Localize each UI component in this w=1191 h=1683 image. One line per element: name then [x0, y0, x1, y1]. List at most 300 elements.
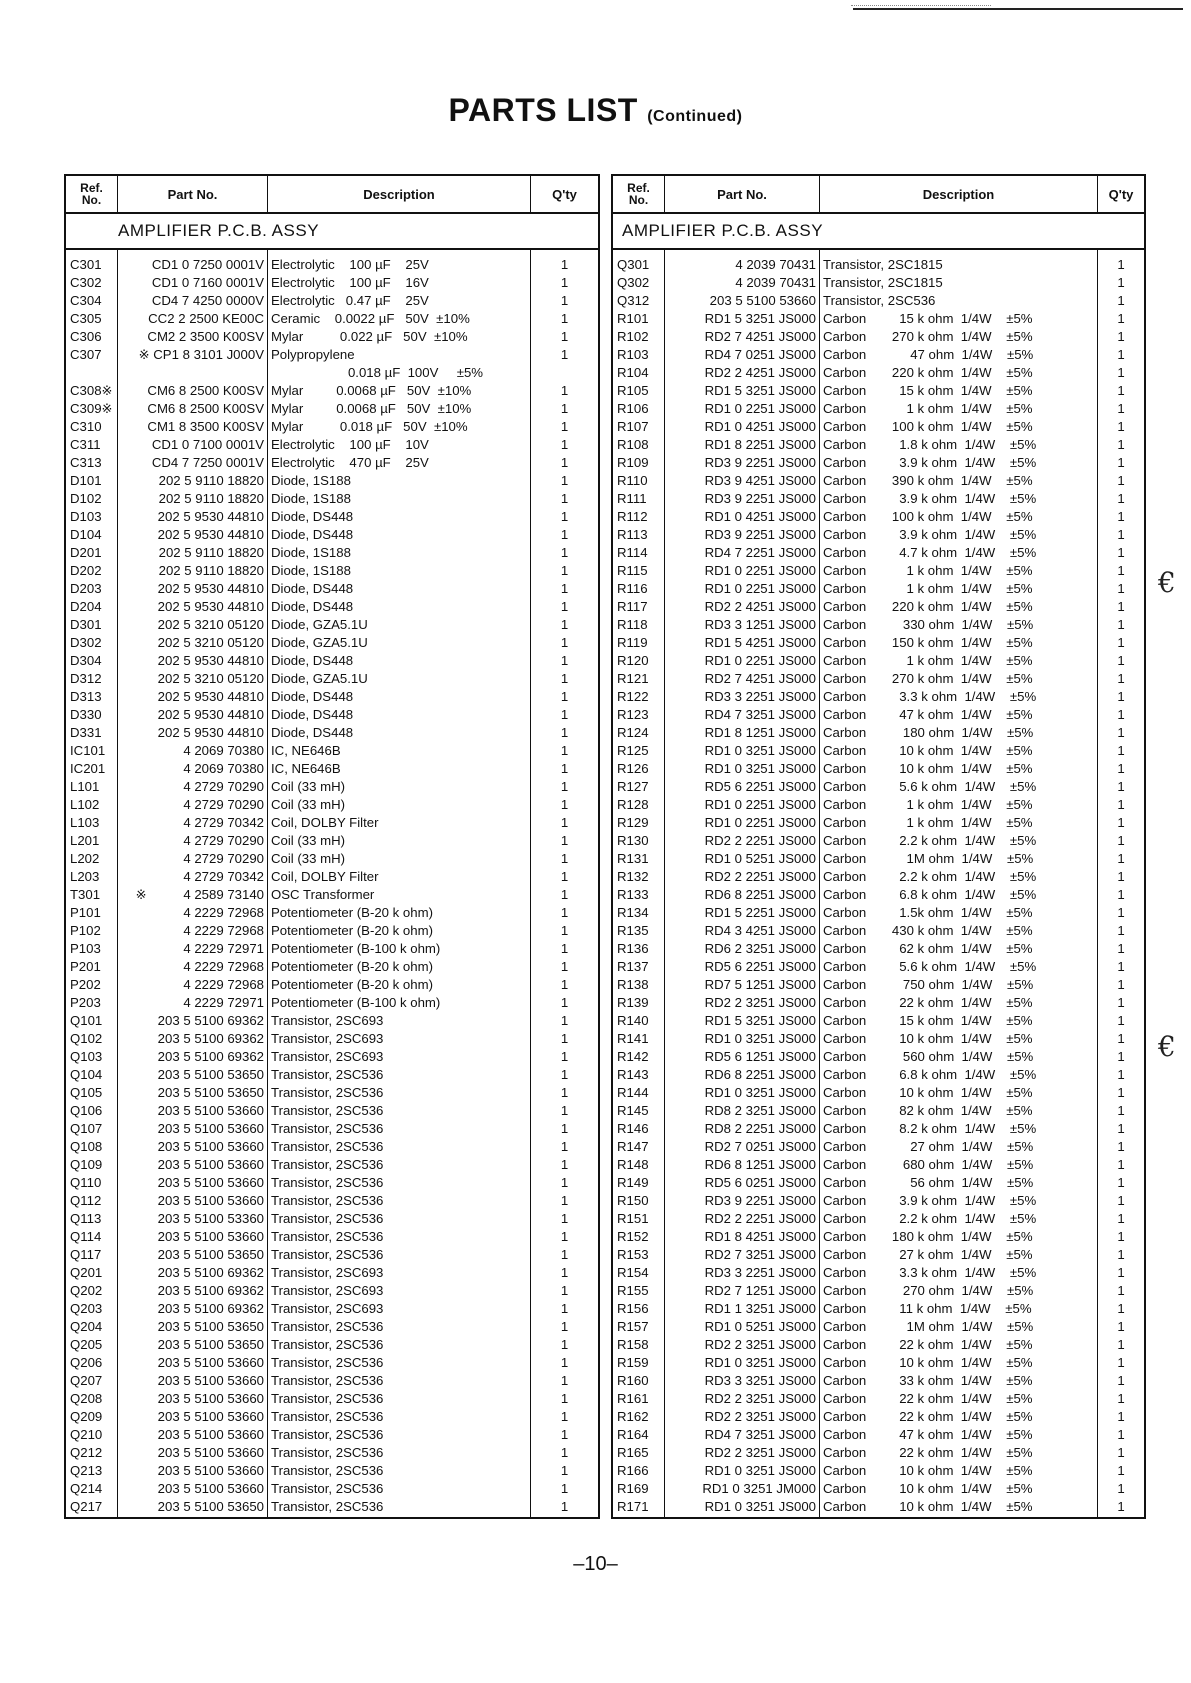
description-cell: Transistor, 2SC536 [271, 1211, 384, 1226]
ref-cell: D204 [70, 599, 102, 614]
ref-cell: C302 [70, 275, 102, 290]
description-cell: IC, NE646B [271, 761, 341, 776]
qty-cell: 1 [560, 941, 569, 956]
part-number-cell: 203 5 5100 53660 [157, 1481, 264, 1496]
description-cell: Carbon 220 k ohm 1/4W ±5% [823, 365, 1033, 380]
part-number-cell: RD2 2 3251 JS000 [704, 995, 816, 1010]
part-number-cell: 4 2069 70380 [183, 761, 264, 776]
ref-cell: R158 [617, 1337, 649, 1352]
qty-cell: 1 [560, 1409, 569, 1424]
qty-cell: 1 [1117, 923, 1125, 938]
ref-cell: L102 [70, 797, 100, 812]
qty-cell: 1 [1117, 635, 1125, 650]
description-cell: Potentiometer (B-100 k ohm) [271, 941, 441, 956]
ref-cell: R146 [617, 1121, 649, 1136]
part-number-cell: 203 5 5100 53660 [157, 1229, 264, 1244]
ref-cell: L203 [70, 869, 100, 884]
ref-cell: P202 [70, 977, 101, 992]
description-cell: Diode, DS448 [271, 527, 354, 542]
description-cell: Diode, DS448 [271, 599, 354, 614]
qty-cell: 1 [1117, 293, 1125, 308]
ref-cell: R105 [617, 383, 649, 398]
description-cell: Carbon 62 k ohm 1/4W ±5% [823, 941, 1033, 956]
description-cell: Mylar 0.0068 µF 50V ±10% [271, 383, 472, 398]
part-number-cell: RD5 6 2251 JS000 [704, 779, 816, 794]
description-cell: Carbon 10 k ohm 1/4W ±5% [823, 1031, 1033, 1046]
part-number-cell: 202 5 9530 44810 [157, 689, 264, 704]
header-description: Description [820, 176, 1098, 212]
qty-cell: 1 [560, 563, 569, 578]
description-cell: Ceramic 0.0022 µF 50V ±10% [271, 311, 470, 326]
ref-cell: R142 [617, 1049, 649, 1064]
description-cell: Transistor, 2SC536 [271, 1247, 384, 1262]
qty-cell: 1 [1117, 1031, 1125, 1046]
description-cell: Diode, 1S188 [271, 563, 351, 578]
qty-cell: 1 [1117, 347, 1125, 362]
part-number-cell: RD1 8 2251 JS000 [704, 437, 816, 452]
header-part-no: Part No. [118, 176, 268, 212]
part-number-cell: 203 5 5100 53650 [157, 1337, 264, 1352]
description-cell: Carbon 100 k ohm 1/4W ±5% [823, 419, 1033, 434]
part-number-cell: RD2 2 4251 JS000 [704, 599, 816, 614]
description-cell: Carbon 1.5k ohm 1/4W ±5% [823, 905, 1033, 920]
part-number-cell: RD4 7 0251 JS000 [704, 347, 816, 362]
qty-cell: 1 [560, 1103, 569, 1118]
qty-cell: 1 [1117, 257, 1125, 272]
part-number-cell: RD1 0 2251 JS000 [704, 797, 816, 812]
qty-cell: 1 [560, 1499, 569, 1514]
part-number-cell: RD1 5 3251 JS000 [704, 1013, 816, 1028]
part-number-cell: 203 5 5100 69362 [157, 1301, 264, 1316]
qty-cell: 1 [1117, 1463, 1125, 1478]
part-number-cell: CM1 8 3500 K00SV [147, 419, 264, 434]
qty-cell: 1 [560, 1445, 569, 1460]
description-cell: Transistor, 2SC536 [271, 1445, 384, 1460]
description-cell: Transistor, 2SC536 [271, 1409, 384, 1424]
ref-cell: R122 [617, 689, 649, 704]
part-number-cell: RD1 0 3251 JS000 [704, 1463, 816, 1478]
description-cell: Diode, GZA5.1U [271, 671, 368, 686]
ref-cell: R116 [617, 581, 648, 596]
description-cell: Diode, DS448 [271, 725, 354, 740]
ref-cell: R145 [617, 1103, 649, 1118]
description-column [820, 250, 1098, 1519]
part-number-cell: 4 2229 72971 [183, 995, 264, 1010]
qty-cell: 1 [560, 635, 569, 650]
qty-cell: 1 [560, 1139, 569, 1154]
ref-cell: R162 [617, 1409, 649, 1424]
qty-cell: 1 [1117, 977, 1125, 992]
qty-cell: 1 [560, 257, 569, 272]
part-number-cell: RD2 2 3251 JS000 [704, 1445, 816, 1460]
ref-cell: D201 [70, 545, 102, 560]
description-cell: Carbon 8.2 k ohm 1/4W ±5% [823, 1121, 1037, 1136]
ref-cell: L201 [70, 833, 100, 848]
description-cell: 0.018 µF 100V ±5% [271, 365, 484, 380]
description-cell: Transistor, 2SC536 [271, 1085, 384, 1100]
description-cell: Carbon 100 k ohm 1/4W ±5% [823, 509, 1033, 524]
ref-cell: T301 [70, 887, 101, 902]
ref-cell: R138 [617, 977, 649, 992]
qty-cell: 1 [560, 815, 569, 830]
qty-cell: 1 [560, 761, 569, 776]
title-subtitle: (Continued) [647, 108, 743, 125]
ref-cell: R153 [617, 1247, 649, 1262]
qty-cell: 1 [560, 1391, 569, 1406]
header-ref-line1: Ref. [627, 181, 650, 195]
qty-cell: 1 [1117, 797, 1125, 812]
part-number-cell: 203 5 5100 53660 [157, 1157, 264, 1172]
part-number-cell: RD2 2 4251 JS000 [704, 365, 816, 380]
qty-cell: 1 [560, 581, 569, 596]
description-cell: Carbon 150 k ohm 1/4W ±5% [823, 635, 1033, 650]
part-number-cell: RD3 3 1251 JS000 [704, 617, 816, 632]
part-number-cell: RD2 2 2251 JS000 [704, 1211, 816, 1226]
qty-cell: 1 [560, 1319, 569, 1334]
qty-cell: 1 [1117, 1247, 1125, 1262]
description-cell: Carbon 15 k ohm 1/4W ±5% [823, 383, 1033, 398]
description-cell: Carbon 270 k ohm 1/4W ±5% [823, 329, 1033, 344]
ref-cell: Q209 [70, 1409, 103, 1424]
ref-cell: R109 [617, 455, 649, 470]
qty-cell: 1 [560, 347, 569, 362]
ref-cell: R114 [617, 545, 648, 560]
qty-cell: 1 [1117, 383, 1125, 398]
qty-cell: 1 [1117, 455, 1125, 470]
description-cell: Carbon 10 k ohm 1/4W ±5% [823, 1481, 1033, 1496]
description-cell: Carbon 1 k ohm 1/4W ±5% [823, 797, 1033, 812]
description-cell: Transistor, 2SC536 [271, 1319, 384, 1334]
ref-cell: R121 [617, 671, 649, 686]
ref-cell: R119 [617, 635, 648, 650]
part-number-cell: 202 5 9110 18820 [158, 545, 264, 560]
qty-cell: 1 [560, 1283, 569, 1298]
ref-column [66, 250, 118, 1519]
description-cell: Carbon 22 k ohm 1/4W ±5% [823, 1337, 1033, 1352]
part-number-cell: 203 5 5100 53650 [157, 1499, 264, 1514]
qty-cell: 1 [560, 545, 569, 560]
page-number: –10– [573, 1553, 618, 1575]
ref-cell: Q114 [70, 1229, 102, 1244]
description-cell: Transistor, 2SC536 [271, 1175, 384, 1190]
qty-cell: 1 [560, 671, 569, 686]
description-cell: Electrolytic 100 µF 10V [271, 437, 429, 452]
qty-cell: 1 [1117, 815, 1125, 830]
part-number-cell: 4 2229 72968 [183, 977, 264, 992]
part-number-cell: RD2 2 3251 JS000 [704, 1409, 816, 1424]
part-number-cell: 203 5 5100 69362 [157, 1265, 264, 1280]
part-number-cell: RD4 7 3251 JS000 [704, 1427, 816, 1442]
description-cell: Carbon 1 k ohm 1/4W ±5% [823, 581, 1033, 596]
page-title [0, 92, 1191, 129]
ref-cell: R166 [617, 1463, 649, 1478]
description-cell: Carbon 2.2 k ohm 1/4W ±5% [823, 1211, 1037, 1226]
section-title: AMPLIFIER P.C.B. ASSY [613, 214, 1144, 250]
description-cell: Carbon 27 ohm 1/4W ±5% [823, 1139, 1034, 1154]
ref-cell: R144 [617, 1085, 649, 1100]
description-cell: Carbon 11 k ohm 1/4W ±5% [823, 1301, 1032, 1316]
description-cell: Electrolytic 100 µF 25V [271, 257, 429, 272]
qty-cell: 1 [560, 275, 569, 290]
description-cell: Coil, DOLBY Filter [271, 869, 379, 884]
description-cell: Carbon 1 k ohm 1/4W ±5% [823, 653, 1033, 668]
ref-cell: Q302 [617, 275, 650, 290]
qty-cell: 1 [1117, 509, 1125, 524]
description-cell: Carbon 270 k ohm 1/4W ±5% [823, 671, 1033, 686]
part-number-cell: CM2 2 3500 K00SV [147, 329, 264, 344]
part-number-cell: 202 5 3210 05120 [157, 671, 264, 686]
description-cell: Carbon 22 k ohm 1/4W ±5% [823, 1391, 1033, 1406]
description-cell: Carbon 15 k ohm 1/4W ±5% [823, 311, 1033, 326]
ref-cell: C310 [70, 419, 102, 434]
ref-cell: Q217 [70, 1499, 103, 1514]
qty-cell: 1 [560, 437, 569, 452]
ref-cell: C301 [70, 257, 102, 272]
description-cell: Transistor, 2SC693 [271, 1301, 384, 1316]
ref-cell: Q204 [70, 1319, 103, 1334]
description-cell: Diode, DS448 [271, 581, 354, 596]
ref-cell: R151 [617, 1211, 649, 1226]
description-cell: Carbon 27 k ohm 1/4W ±5% [823, 1247, 1033, 1262]
qty-cell: 1 [560, 1301, 569, 1316]
qty-cell: 1 [560, 1481, 569, 1496]
part-column [118, 250, 268, 1519]
ref-cell: R127 [617, 779, 649, 794]
qty-cell: 1 [560, 887, 569, 902]
description-cell: Carbon 3.9 k ohm 1/4W ±5% [823, 455, 1037, 470]
qty-cell: 1 [1117, 1283, 1125, 1298]
qty-cell: 1 [1117, 617, 1125, 632]
qty-cell: 1 [1117, 1193, 1125, 1208]
description-cell: Transistor, 2SC536 [271, 1391, 384, 1406]
description-cell: Diode, DS448 [271, 653, 354, 668]
description-cell: Carbon 22 k ohm 1/4W ±5% [823, 995, 1033, 1010]
qty-cell: 1 [1117, 779, 1125, 794]
qty-cell: 1 [1117, 437, 1125, 452]
description-cell: Carbon 180 ohm 1/4W ±5% [823, 725, 1034, 740]
part-number-cell: RD4 7 3251 JS000 [704, 707, 816, 722]
qty-cell: 1 [1117, 1265, 1125, 1280]
part-number-cell: 4 2729 70290 [183, 797, 264, 812]
part-number-cell: 203 5 5100 53660 [157, 1409, 264, 1424]
description-cell: Carbon 1 k ohm 1/4W ±5% [823, 815, 1033, 830]
part-number-cell: RD1 0 2251 JS000 [704, 653, 816, 668]
part-number-cell: 4 2729 70290 [183, 779, 264, 794]
table-header [613, 176, 1144, 214]
parts-table-right [611, 174, 1146, 1519]
ref-cell: Q202 [70, 1283, 103, 1298]
part-number-cell: 202 5 9530 44810 [157, 581, 264, 596]
ref-cell: R152 [617, 1229, 649, 1244]
part-number-cell: 202 5 9110 18820 [158, 563, 264, 578]
ref-cell: Q301 [617, 257, 650, 272]
description-cell: Carbon 10 k ohm 1/4W ±5% [823, 1085, 1033, 1100]
qty-cell: 1 [1117, 1301, 1125, 1316]
part-number-cell: RD1 5 3251 JS000 [704, 383, 816, 398]
ref-cell: R137 [617, 959, 649, 974]
part-number-cell: RD1 0 2251 JS000 [704, 563, 816, 578]
ref-cell: R159 [617, 1355, 649, 1370]
ref-cell: Q103 [70, 1049, 103, 1064]
qty-cell: 1 [560, 833, 569, 848]
part-number-cell: CD1 0 7250 0001V [151, 257, 264, 272]
ref-cell: D104 [70, 527, 102, 542]
qty-cell: 1 [560, 527, 569, 542]
part-number-cell: CD1 0 7100 0001V [151, 437, 264, 452]
description-cell: Carbon 15 k ohm 1/4W ±5% [823, 1013, 1033, 1028]
ref-cell: R118 [617, 617, 648, 632]
ref-cell: Q112 [70, 1193, 102, 1208]
qty-cell: 1 [1117, 1355, 1125, 1370]
part-number-cell: RD2 7 3251 JS000 [704, 1247, 816, 1262]
part-number-cell: 203 5 5100 53660 [157, 1463, 264, 1478]
table-header [66, 176, 598, 214]
description-cell: Carbon 330 ohm 1/4W ±5% [823, 617, 1034, 632]
qty-cell: 1 [560, 995, 569, 1010]
description-cell: Diode, GZA5.1U [271, 635, 368, 650]
ref-cell: D312 [70, 671, 102, 686]
part-number-cell: RD1 0 5251 JS000 [704, 1319, 816, 1334]
description-cell: Potentiometer (B-20 k ohm) [271, 959, 433, 974]
qty-cell: 1 [1117, 599, 1125, 614]
qty-cell: 1 [1117, 527, 1125, 542]
description-cell: Carbon 56 ohm 1/4W ±5% [823, 1175, 1034, 1190]
part-number-cell: 203 5 5100 53660 [157, 1445, 264, 1460]
qty-cell: 1 [1117, 1157, 1125, 1172]
part-number-cell: 203 5 5100 53650 [157, 1085, 264, 1100]
description-cell: Transistor, 2SC1815 [823, 257, 943, 272]
description-cell: Carbon 4.7 k ohm 1/4W ±5% [823, 545, 1037, 560]
qty-cell: 1 [560, 329, 569, 344]
part-number-cell: 4 2229 72968 [183, 959, 264, 974]
part-number-cell: 202 5 9530 44810 [157, 707, 264, 722]
header-description: Description [268, 176, 531, 212]
ref-cell: P103 [70, 941, 101, 956]
ref-cell: Q208 [70, 1391, 103, 1406]
header-ref-line2: No. [81, 193, 102, 207]
description-cell: Carbon 270 ohm 1/4W ±5% [823, 1283, 1034, 1298]
qty-cell: 1 [1117, 671, 1125, 686]
part-number-cell: ※ CP1 8 3101 J000V [138, 347, 264, 362]
description-cell: IC, NE646B [271, 743, 341, 758]
ref-cell: R134 [617, 905, 649, 920]
description-cell: Carbon 22 k ohm 1/4W ±5% [823, 1445, 1033, 1460]
part-number-cell: 203 5 5100 53650 [157, 1319, 264, 1334]
ref-cell: D203 [70, 581, 102, 596]
qty-cell: 1 [560, 797, 569, 812]
ref-cell: R135 [617, 923, 649, 938]
part-column [665, 250, 820, 1519]
description-cell: Transistor, 2SC693 [271, 1031, 384, 1046]
description-cell: Transistor, 2SC536 [271, 1355, 384, 1370]
description-cell: Carbon 1 k ohm 1/4W ±5% [823, 401, 1033, 416]
ref-cell: R148 [617, 1157, 649, 1172]
part-number-cell: 202 5 9530 44810 [157, 509, 264, 524]
ref-cell: R171 [617, 1499, 649, 1514]
part-number-cell: RD6 8 2251 JS000 [704, 1067, 816, 1082]
part-number-cell: RD2 2 3251 JS000 [704, 1337, 816, 1352]
qty-cell: 1 [1117, 743, 1125, 758]
ref-cell: Q105 [70, 1085, 103, 1100]
description-cell: Carbon 47 ohm 1/4W ±5% [823, 347, 1034, 362]
qty-cell: 1 [560, 1247, 569, 1262]
ref-cell: C306 [70, 329, 102, 344]
section-title: AMPLIFIER P.C.B. ASSY [66, 214, 598, 250]
qty-cell: 1 [1117, 581, 1125, 596]
description-cell: Transistor, 2SC1815 [823, 275, 943, 290]
qty-cell: 1 [560, 1157, 569, 1172]
ref-cell: IC101 [70, 743, 106, 758]
ref-cell: P203 [70, 995, 101, 1010]
ref-cell: R154 [617, 1265, 649, 1280]
part-number-cell: RD7 5 1251 JS000 [704, 977, 816, 992]
ref-cell: R126 [617, 761, 649, 776]
ref-cell: R131 [617, 851, 649, 866]
qty-cell: 1 [1117, 1175, 1125, 1190]
description-cell: Transistor, 2SC536 [271, 1121, 384, 1136]
qty-cell: 1 [560, 1355, 569, 1370]
qty-column [531, 250, 598, 1519]
qty-cell: 1 [560, 455, 569, 470]
ref-cell: R140 [617, 1013, 649, 1028]
ref-cell: Q212 [70, 1445, 103, 1460]
part-number-cell: RD1 0 2251 JS000 [704, 581, 816, 596]
qty-cell: 1 [560, 617, 569, 632]
part-number-cell: 203 5 5100 53660 [157, 1391, 264, 1406]
ref-cell: Q205 [70, 1337, 103, 1352]
part-number-cell: RD1 0 2251 JS000 [704, 815, 816, 830]
ref-cell: D331 [70, 725, 102, 740]
header-ref-line1: Ref. [80, 181, 103, 195]
description-cell: Diode, 1S188 [271, 545, 351, 560]
description-cell: Carbon 6.8 k ohm 1/4W ±5% [823, 1067, 1037, 1082]
description-cell: Carbon 3.9 k ohm 1/4W ±5% [823, 527, 1037, 542]
part-number-cell: RD5 6 0251 JS000 [704, 1175, 816, 1190]
description-cell: Carbon 33 k ohm 1/4W ±5% [823, 1373, 1033, 1388]
description-cell: Carbon 2.2 k ohm 1/4W ±5% [823, 833, 1037, 848]
part-number-cell: RD3 9 2251 JS000 [704, 455, 816, 470]
qty-cell: 1 [1117, 869, 1125, 884]
ref-cell: Q104 [70, 1067, 103, 1082]
part-number-cell: RD3 3 2251 JS000 [704, 1265, 816, 1280]
qty-cell: 1 [560, 653, 569, 668]
ref-cell: R132 [617, 869, 649, 884]
part-number-cell: RD2 2 2251 JS000 [704, 833, 816, 848]
part-number-cell: RD2 2 2251 JS000 [704, 869, 816, 884]
qty-cell: 1 [1117, 995, 1125, 1010]
part-number-cell: RD1 5 4251 JS000 [704, 635, 816, 650]
ref-cell: D103 [70, 509, 102, 524]
part-number-cell: RD6 2 3251 JS000 [704, 941, 816, 956]
qty-cell: 1 [560, 1229, 569, 1244]
part-number-cell: 203 5 5100 53660 [157, 1193, 264, 1208]
qty-cell: 1 [560, 779, 569, 794]
ref-cell: Q102 [70, 1031, 103, 1046]
qty-cell: 1 [560, 419, 569, 434]
ref-cell: D301 [70, 617, 102, 632]
ref-cell: R161 [617, 1391, 649, 1406]
description-cell: Carbon 6.8 k ohm 1/4W ±5% [823, 887, 1037, 902]
header-qty: Q'ty [1108, 186, 1134, 202]
qty-cell: 1 [1117, 473, 1125, 488]
qty-cell: 1 [560, 1121, 569, 1136]
description-cell: Carbon 220 k ohm 1/4W ±5% [823, 599, 1033, 614]
ref-cell: Q210 [70, 1427, 103, 1442]
description-cell: Carbon 560 ohm 1/4W ±5% [823, 1049, 1034, 1064]
description-cell: Carbon 750 ohm 1/4W ±5% [823, 977, 1034, 992]
description-cell: OSC Transformer [271, 887, 375, 902]
description-cell: Carbon 10 k ohm 1/4W ±5% [823, 1463, 1033, 1478]
